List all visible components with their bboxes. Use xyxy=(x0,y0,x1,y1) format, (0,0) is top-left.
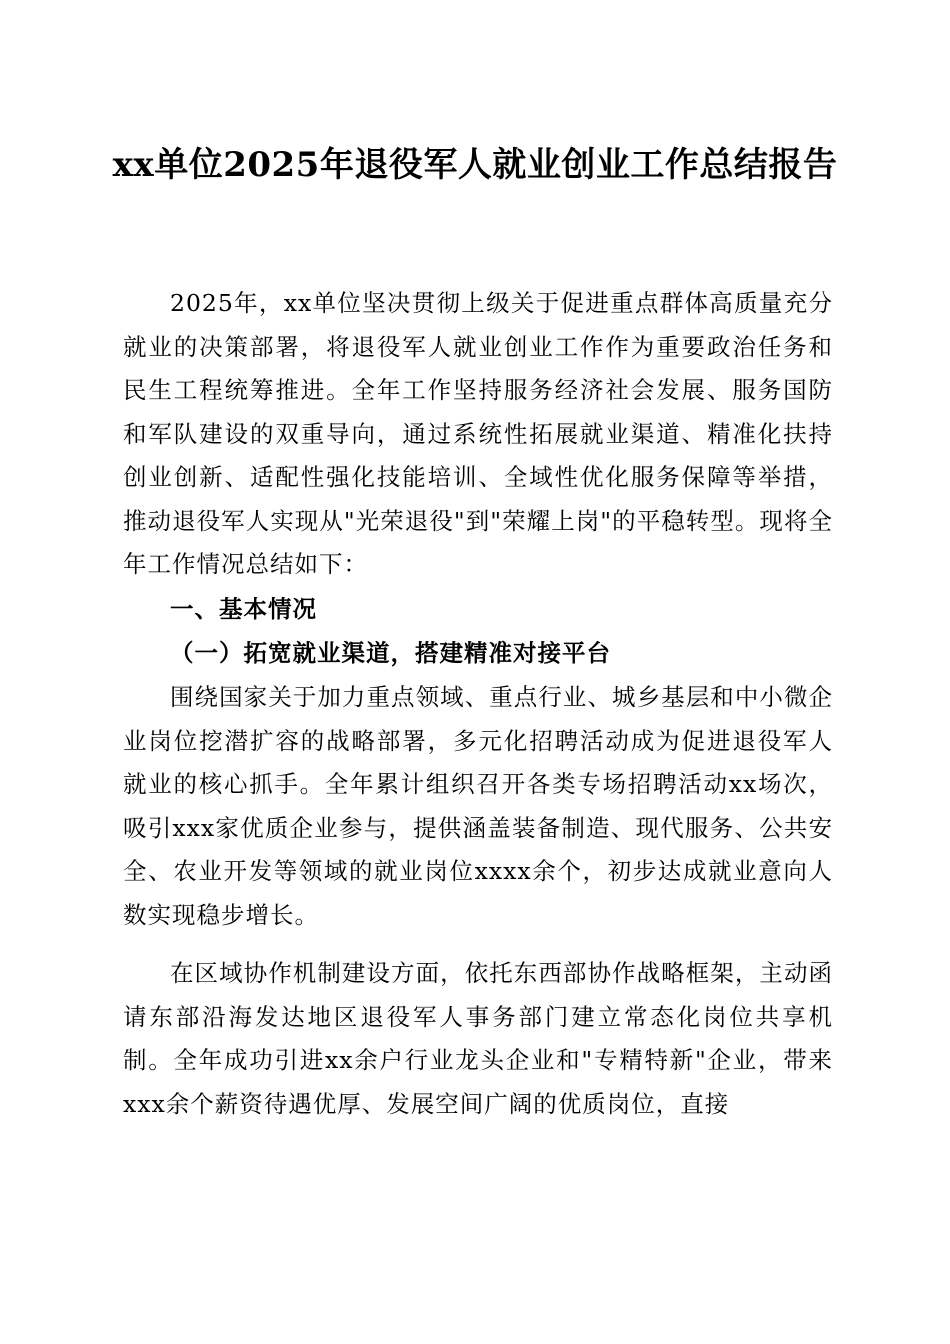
body-paragraph-1: 围绕国家关于加力重点领域、重点行业、城乡基层和中小微企业岗位挖潜扩容的战略部署，多元化招聘活动成为促进退役军人就业的核心抓手。全年累计组织召开各类专场招聘活动xx场次，吸引xxx家优质企业参与，提供涵盖装备制造、现代服务、公共安全、农业开发等领域的就业岗位xxxx余个，初步达成就业意向人数实现稳步增长。 xyxy=(123,683,833,929)
body-paragraph-2: 在区域协作机制建设方面，依托东西部协作战略框架，主动函请东部沿海发达地区退役军人事务部门建立常态化岗位共享机制。全年成功引进xx余户行业龙头企业和"专精特新"企业，带来xxx余个薪资待遇优厚、发展空间广阔的优质岗位，直接 xyxy=(123,959,833,1118)
document-title: xx单位2025年退役军人就业创业工作总结报告 xyxy=(112,145,838,185)
subsection-heading: （一）拓宽就业渠道，搭建精准对接平台 xyxy=(170,639,611,667)
section-heading: 一、基本情况 xyxy=(170,595,317,623)
intro-paragraph: 2025年，xx单位坚决贯彻上级关于促进重点群体高质量充分就业的决策部署，将退役军人就业创业工作作为重要政治任务和民生工程统筹推进。全年工作坚持服务经济社会发展、服务国防和军队建设的双重导向，通过系统性拓展就业渠道、精准化扶持创业创新、适配性强化技能培训、全域性优化服务保障等举措，推动退役军人实现从"光荣退役"到"荣耀上岗"的平稳转型。现将全年工作情况总结如下： xyxy=(123,289,833,578)
